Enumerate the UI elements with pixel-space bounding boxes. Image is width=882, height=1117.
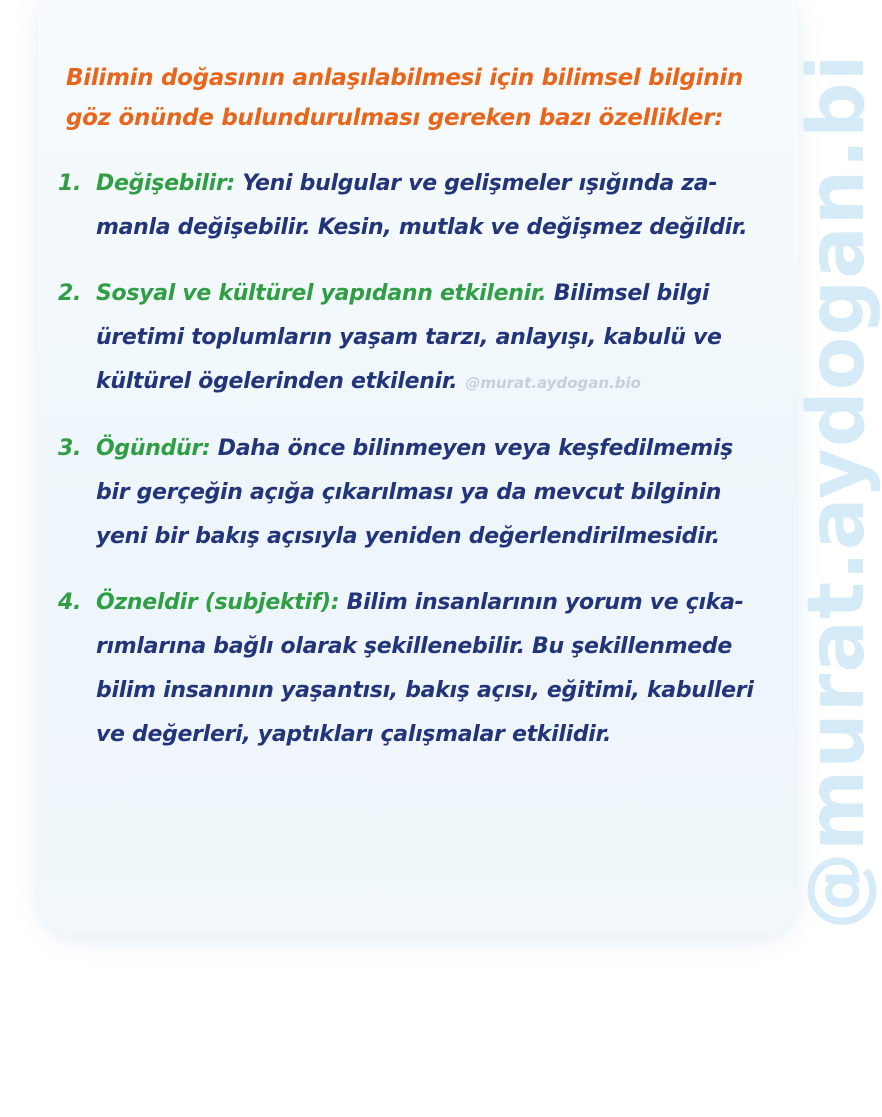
document-body <box>58 58 806 779</box>
intro-line-1: Bilimin doğasının anlaşılabilmesi için bilimsel bilginin <box>66 65 743 91</box>
item-line: üretimi toplumların yaşam tarzı, anlayışı, kabulü ve <box>96 325 722 350</box>
item-number: 4. <box>58 590 82 615</box>
item-line: bir gerçeğin açığa çıkarılması ya da mevcut bilginin <box>96 480 722 505</box>
item-number: 1. <box>58 171 82 196</box>
item-line: yeni bir bakış açısıyla yeniden değerlendirilmesidir. <box>96 524 720 549</box>
item-line <box>96 427 806 471</box>
item-line: bilim insanının yaşantısı, bakış açısı, eğitimi, kabulleri <box>96 678 754 703</box>
item-line: ve değerleri, yaptıkları çalışmalar etkilidir. <box>96 722 612 747</box>
list-item-2 <box>58 272 806 405</box>
item-line <box>96 360 806 405</box>
item-line <box>96 581 806 625</box>
item-line <box>96 162 806 206</box>
item-number: 3. <box>58 436 82 461</box>
intro-heading <box>66 58 806 138</box>
item-text: Yeni bulgular ve gelişmeler ışığında za- <box>234 171 718 196</box>
item-term: Sosyal ve kültürel yapıdann etkilenir. <box>96 281 547 306</box>
list-item-4 <box>58 581 806 757</box>
list-item-1 <box>58 162 806 250</box>
item-text: kültürel ögelerinden etkilenir. <box>96 369 458 394</box>
item-text: Bilim insanlarının yorum ve çıka- <box>339 590 744 615</box>
item-line: manla değişebilir. Kesin, mutlak ve değişmez değildir. <box>96 215 748 240</box>
list-item-3 <box>58 427 806 559</box>
item-term: Özneldir (subjektif): <box>96 590 340 615</box>
watermark-vertical: @murat.aydogan.bi <box>792 53 882 930</box>
item-term: Değişebilir: <box>96 171 235 196</box>
item-number: 2. <box>58 281 82 306</box>
item-term: Ögündür: <box>96 436 211 461</box>
item-text: Bilimsel bilgi <box>546 281 710 306</box>
item-line: rımlarına bağlı olarak şekillenebilir. Bu şekillenmede <box>96 634 732 659</box>
item-line <box>96 272 806 316</box>
intro-line-2: göz önünde bulundurulması gereken bazı özellikler: <box>66 105 724 131</box>
item-text: Daha önce bilinmeyen veya keşfedilmemiş <box>210 436 733 461</box>
watermark-handle: @murat.aydogan.bio <box>465 374 641 392</box>
